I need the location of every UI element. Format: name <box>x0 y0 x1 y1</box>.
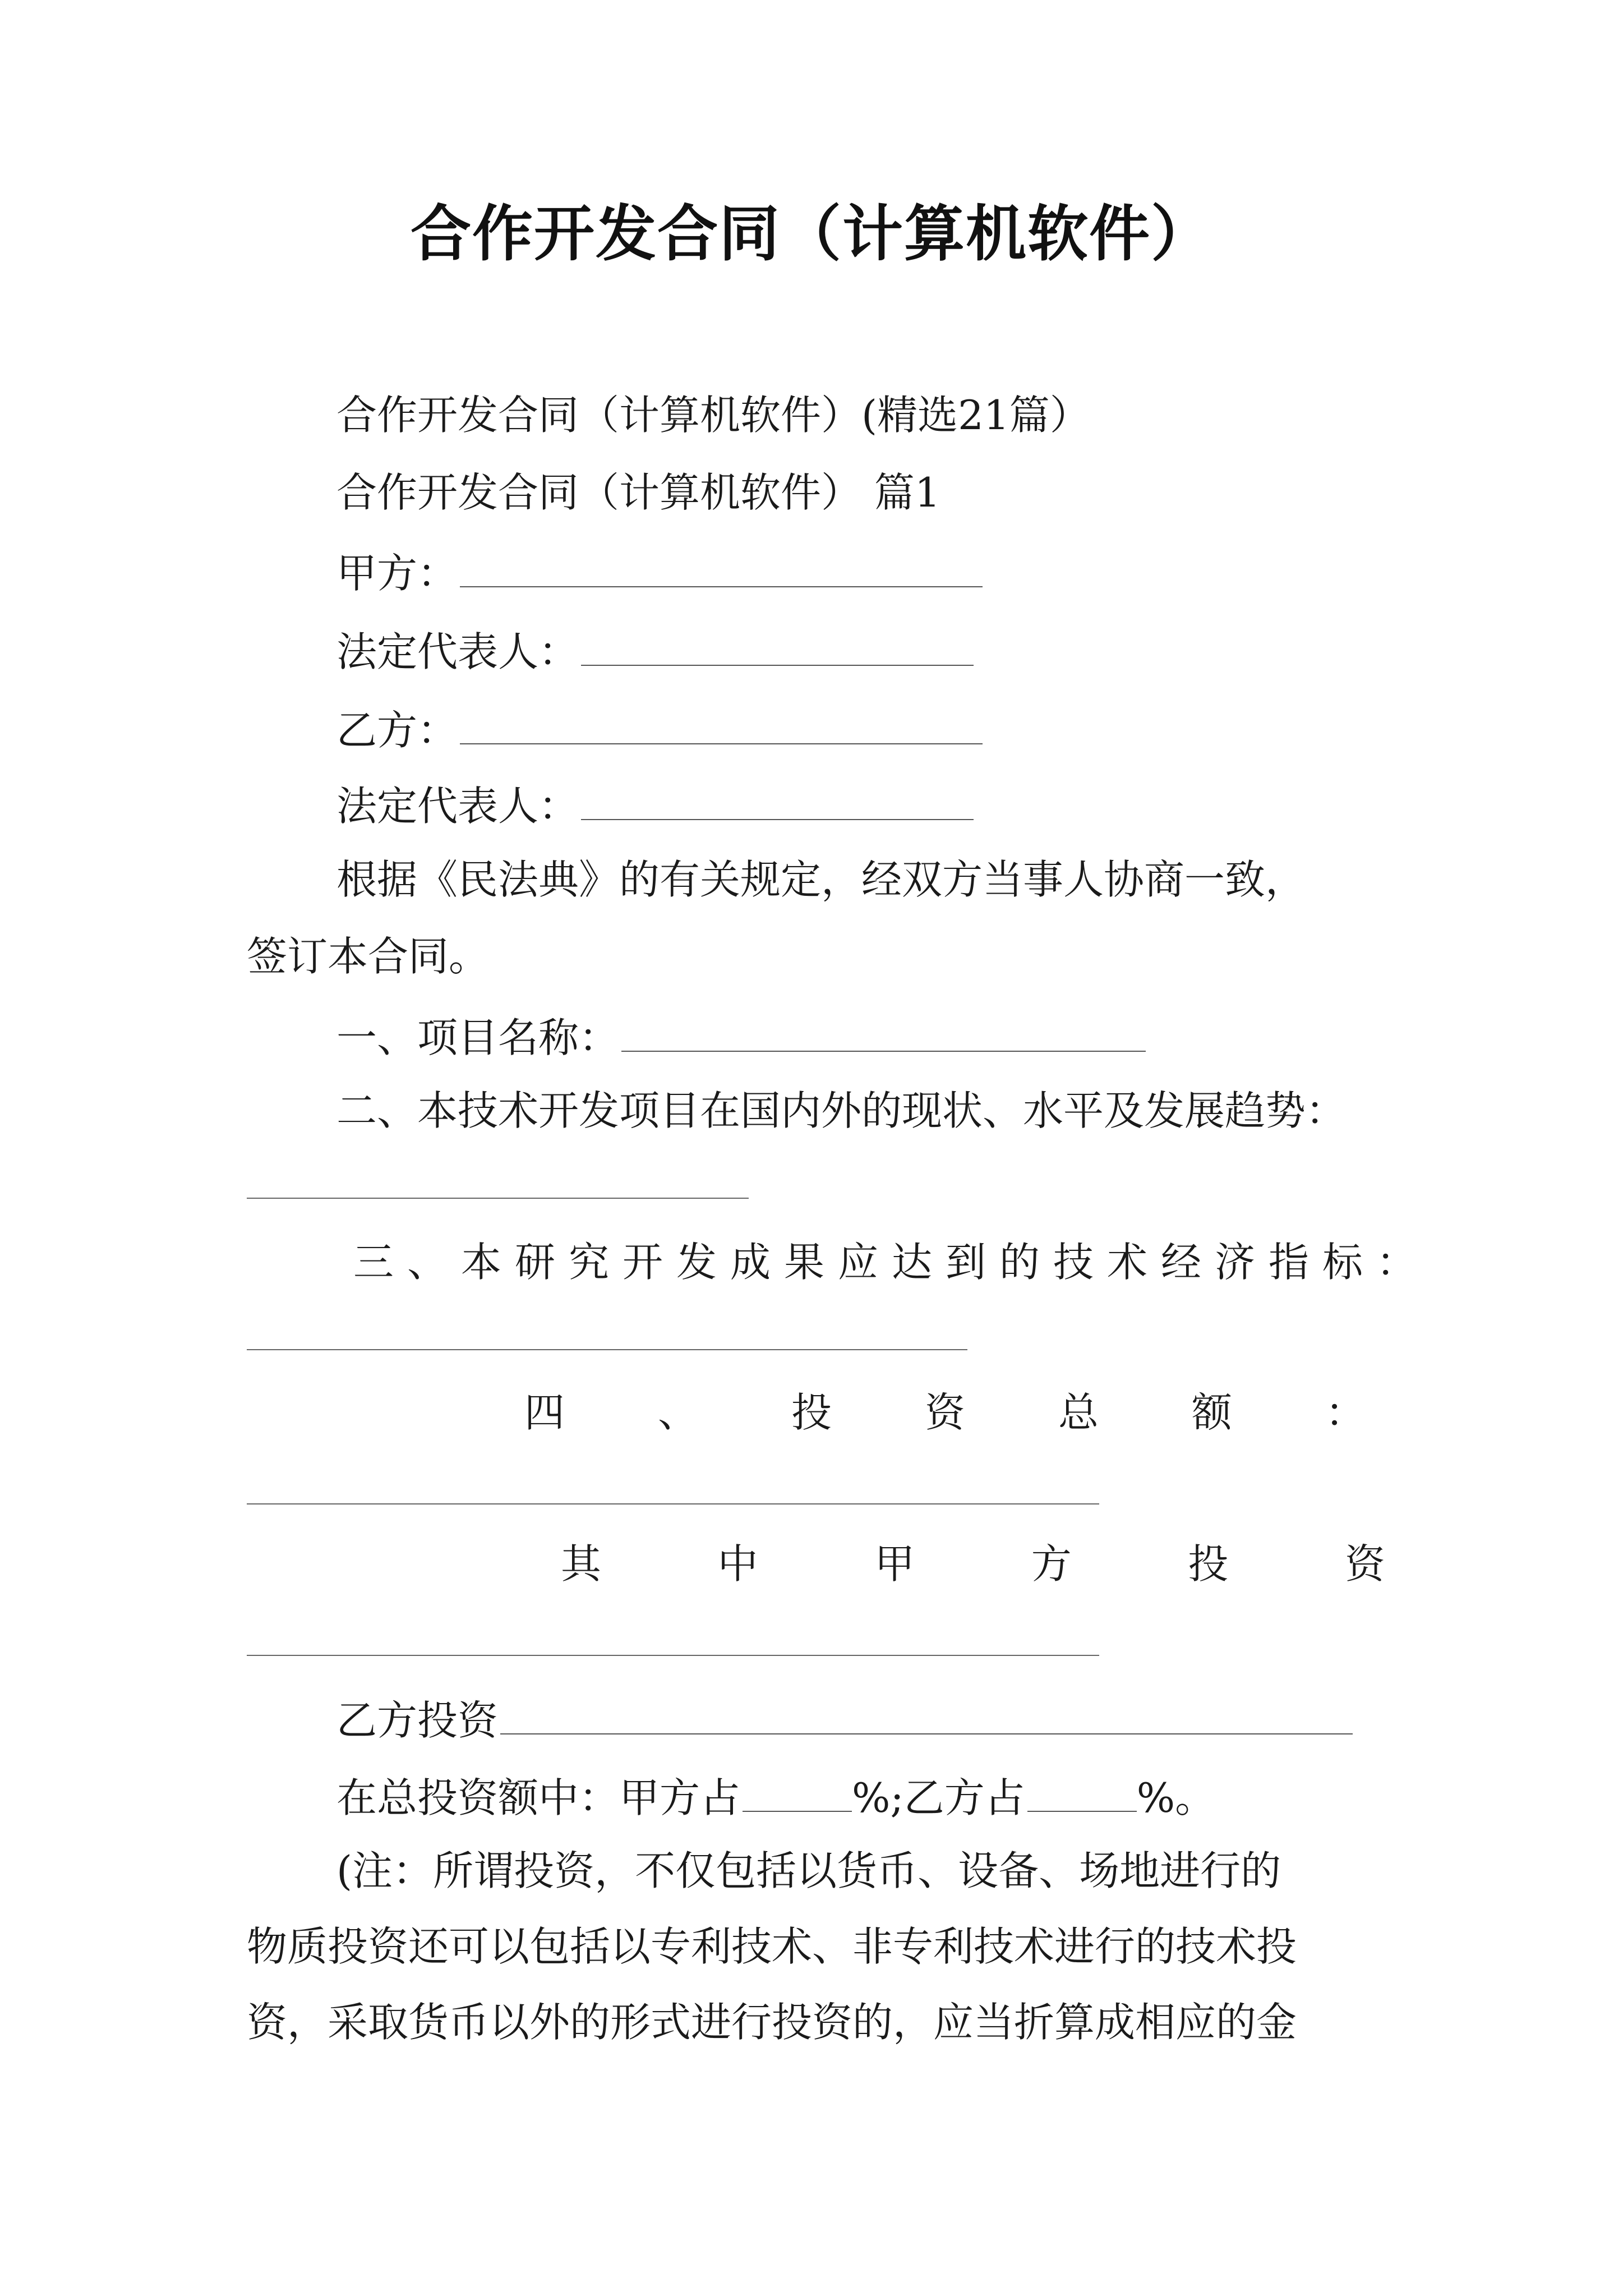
party-a-invest-blank <box>247 1655 1099 1656</box>
party-b-invest-row <box>336 1688 1353 1749</box>
note-line-2: 物质投资还可以包括以专利技术、非专利技术进行的技术投 <box>247 1923 1297 1970</box>
intro-line-1: 根据《民法典》的有关规定，经双方当事人协商一致， <box>336 856 1306 903</box>
item-3-blank <box>247 1349 967 1350</box>
part-heading: 合作开发合同（计算机软件） 篇1 <box>336 469 940 516</box>
intro-line-2: 签订本合同。 <box>247 933 490 980</box>
item-4-blank <box>247 1503 1099 1504</box>
party-a-row <box>336 541 983 601</box>
note-line-1: (注：所谓投资，不仅包括以货币、设备、场地进行的 <box>336 1847 1281 1894</box>
party-b-label: 乙方： <box>336 707 458 754</box>
party-b-invest-label: 乙方投资 <box>336 1697 499 1744</box>
note-line-3: 资，采取货币以外的形式进行投资的，应当折算成相应的金 <box>247 1999 1297 2046</box>
party-a-blank <box>460 541 983 587</box>
party-a-rep-blank <box>581 620 974 666</box>
ratio-row <box>336 1766 1215 1826</box>
party-a-invest-label: 其 中 甲 方 投 资 <box>561 1540 1385 1588</box>
item-1-blank <box>621 1006 1146 1052</box>
party-b-row <box>336 698 983 758</box>
item-3-label: 三、本研究开发成果应达到的技术经济指标： <box>353 1239 1431 1286</box>
item-2-label: 二、本技术开发项目在国内外的现状、水平及发展趋势： <box>336 1087 1347 1134</box>
item-1-label: 一、项目名称： <box>336 1014 620 1061</box>
party-a-label: 甲方： <box>336 550 458 597</box>
party-b-blank <box>460 698 983 744</box>
party-a-rep-label: 法定代表人： <box>336 628 579 675</box>
party-b-rep-label: 法定代表人： <box>336 783 579 830</box>
party-a-rep-row <box>336 620 974 680</box>
ratio-suffix: %。 <box>1136 1774 1216 1821</box>
item-4-label: 四 、 投 资 总 额 ： <box>524 1389 1366 1436</box>
party-b-ratio-blank <box>1027 1766 1137 1812</box>
item-1-row <box>336 1006 1146 1066</box>
party-b-rep-row <box>336 774 974 834</box>
party-b-rep-blank <box>581 774 974 820</box>
party-b-invest-blank <box>500 1688 1353 1734</box>
ratio-prefix: 在总投资额中：甲方占 <box>336 1774 741 1821</box>
document-subtitle: 合作开发合同（计算机软件）(精选21篇） <box>336 392 1090 439</box>
item-2-blank <box>247 1198 749 1199</box>
party-a-ratio-blank <box>743 1766 852 1812</box>
document-title: 合作开发合同（计算机软件） <box>410 199 1212 269</box>
ratio-mid: %;乙方占 <box>852 1774 1025 1821</box>
